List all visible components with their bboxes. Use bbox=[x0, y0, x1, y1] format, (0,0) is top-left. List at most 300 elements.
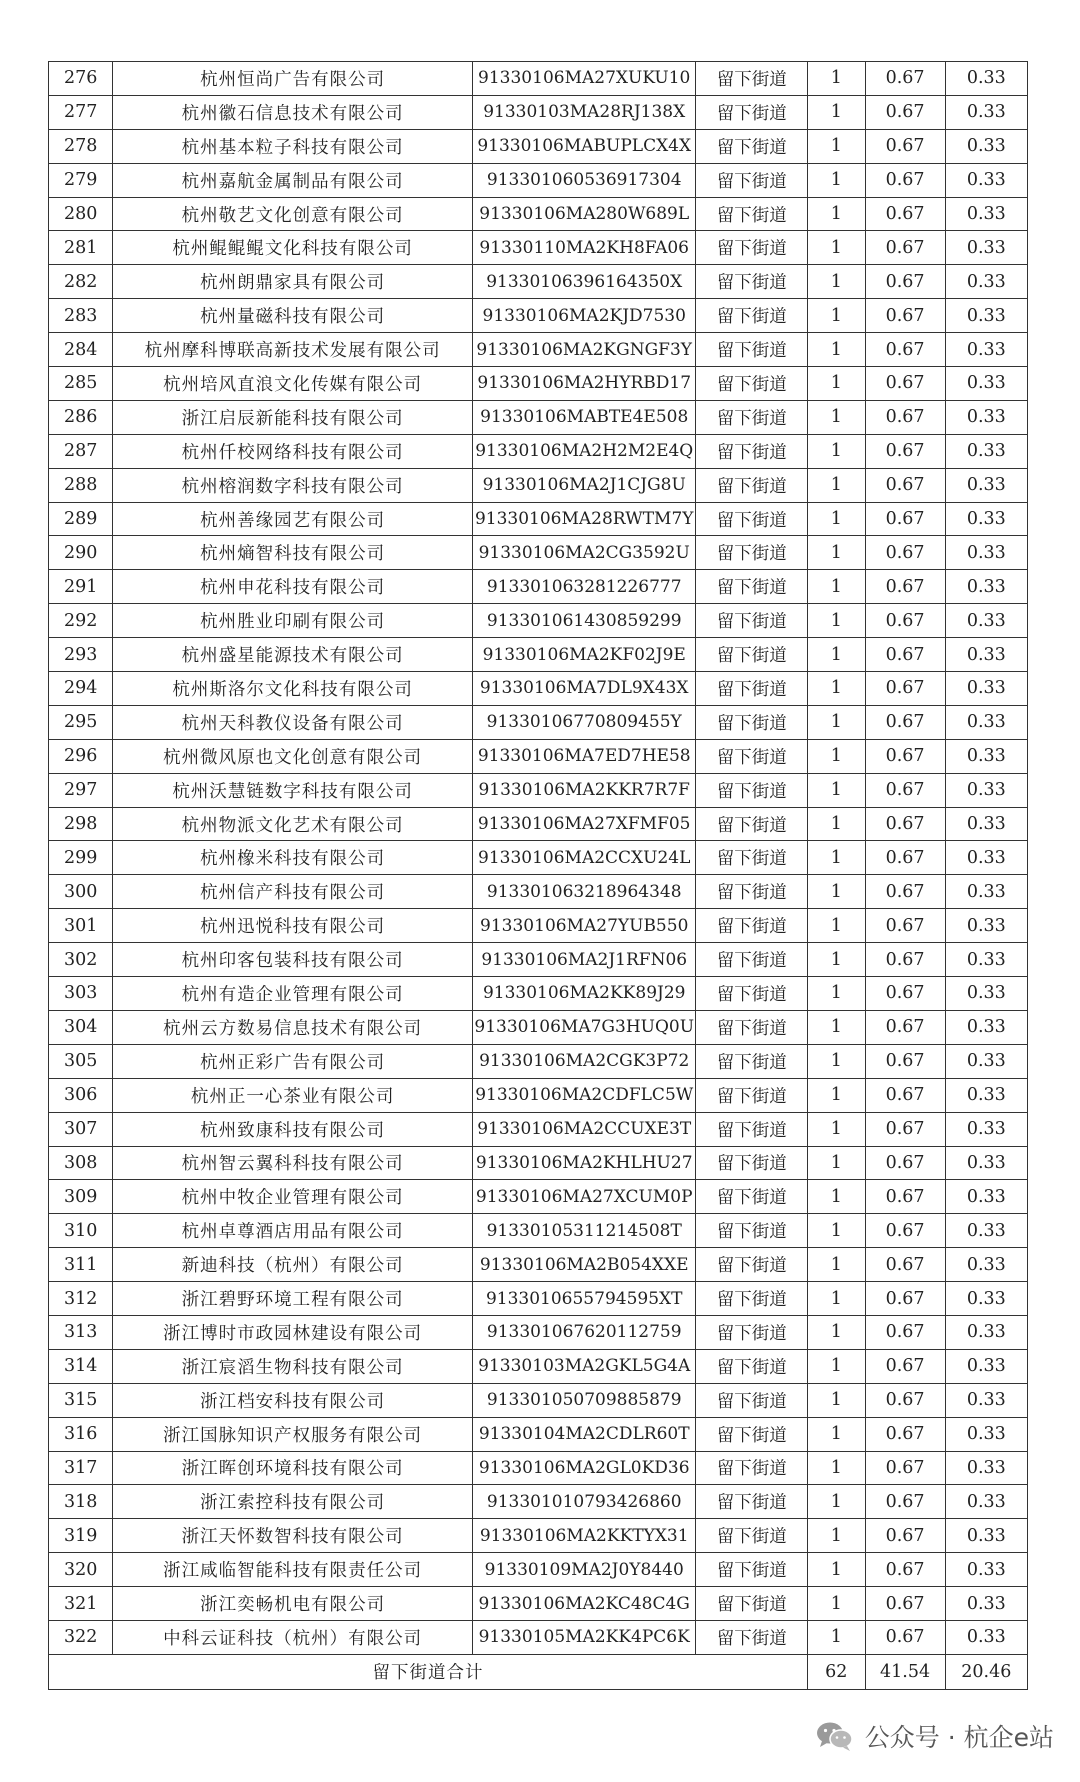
table-row bbox=[49, 231, 1028, 265]
row-index: 277 bbox=[49, 95, 113, 129]
row-index: 293 bbox=[49, 638, 113, 672]
value-a: 0.67 bbox=[865, 977, 945, 1011]
row-index: 292 bbox=[49, 604, 113, 638]
street: 留下街道 bbox=[696, 1214, 808, 1248]
street: 留下街道 bbox=[696, 1248, 808, 1282]
table-row bbox=[49, 1553, 1028, 1587]
credit-code: 91330103MA2GKL5G4A bbox=[473, 1349, 696, 1383]
street: 留下街道 bbox=[696, 62, 808, 96]
count: 1 bbox=[808, 739, 866, 773]
street: 留下街道 bbox=[696, 1044, 808, 1078]
table-row bbox=[49, 705, 1028, 739]
table-row bbox=[49, 367, 1028, 401]
count: 1 bbox=[808, 536, 866, 570]
company-name: 新迪科技（杭州）有限公司 bbox=[113, 1248, 473, 1282]
street: 留下街道 bbox=[696, 672, 808, 706]
count: 1 bbox=[808, 773, 866, 807]
value-a: 0.67 bbox=[865, 129, 945, 163]
row-index: 283 bbox=[49, 299, 113, 333]
row-index: 312 bbox=[49, 1282, 113, 1316]
value-b: 0.33 bbox=[945, 265, 1027, 299]
value-b: 0.33 bbox=[945, 739, 1027, 773]
value-b: 0.33 bbox=[945, 1078, 1027, 1112]
company-name: 杭州朗鼎家具有限公司 bbox=[113, 265, 473, 299]
count: 1 bbox=[808, 231, 866, 265]
company-name: 浙江宸滔生物科技有限公司 bbox=[113, 1349, 473, 1383]
count: 1 bbox=[808, 1112, 866, 1146]
row-index: 316 bbox=[49, 1417, 113, 1451]
credit-code: 913301061430859299 bbox=[473, 604, 696, 638]
value-b: 0.33 bbox=[945, 468, 1027, 502]
credit-code: 91330106MABUPLCX4X bbox=[473, 129, 696, 163]
street: 留下街道 bbox=[696, 1620, 808, 1654]
credit-code: 91330106MA2KHLHU27 bbox=[473, 1146, 696, 1180]
company-table bbox=[48, 61, 1028, 1690]
count: 1 bbox=[808, 909, 866, 943]
value-b: 0.33 bbox=[945, 1349, 1027, 1383]
total-label: 留下街道合计 bbox=[49, 1654, 808, 1689]
street: 留下街道 bbox=[696, 468, 808, 502]
count: 1 bbox=[808, 875, 866, 909]
company-name: 杭州卓尊酒店用品有限公司 bbox=[113, 1214, 473, 1248]
street: 留下街道 bbox=[696, 163, 808, 197]
row-index: 318 bbox=[49, 1485, 113, 1519]
row-index: 276 bbox=[49, 62, 113, 96]
company-name: 杭州中牧企业管理有限公司 bbox=[113, 1180, 473, 1214]
value-a: 0.67 bbox=[865, 333, 945, 367]
value-b: 0.33 bbox=[945, 841, 1027, 875]
credit-code: 91330106MA2CCXU24L bbox=[473, 841, 696, 875]
credit-code: 91330106MA2KKTYX31 bbox=[473, 1519, 696, 1553]
credit-code: 91330106MA2KGNGF3Y bbox=[473, 333, 696, 367]
row-index: 289 bbox=[49, 502, 113, 536]
value-a: 0.67 bbox=[865, 604, 945, 638]
credit-code: 91330106MA28RWTM7Y bbox=[473, 502, 696, 536]
street: 留下街道 bbox=[696, 841, 808, 875]
row-index: 281 bbox=[49, 231, 113, 265]
value-a: 0.67 bbox=[865, 1112, 945, 1146]
company-name: 杭州印客包装科技有限公司 bbox=[113, 943, 473, 977]
value-a: 0.67 bbox=[865, 95, 945, 129]
value-a: 0.67 bbox=[865, 841, 945, 875]
street: 留下街道 bbox=[696, 129, 808, 163]
table-row bbox=[49, 1248, 1028, 1282]
value-b: 0.33 bbox=[945, 1282, 1027, 1316]
company-name: 杭州申花科技有限公司 bbox=[113, 570, 473, 604]
credit-code: 91330106MA27XFMF05 bbox=[473, 807, 696, 841]
company-name: 浙江晖创环境科技有限公司 bbox=[113, 1451, 473, 1485]
value-a: 0.67 bbox=[865, 672, 945, 706]
table-row bbox=[49, 773, 1028, 807]
value-a: 0.67 bbox=[865, 1451, 945, 1485]
table-row bbox=[49, 536, 1028, 570]
table-row bbox=[49, 875, 1028, 909]
value-b: 0.33 bbox=[945, 1620, 1027, 1654]
row-index: 310 bbox=[49, 1214, 113, 1248]
value-b: 0.33 bbox=[945, 1519, 1027, 1553]
company-name: 杭州天科教仪设备有限公司 bbox=[113, 705, 473, 739]
credit-code: 91330106MA2KF02J9E bbox=[473, 638, 696, 672]
street: 留下街道 bbox=[696, 1485, 808, 1519]
count: 1 bbox=[808, 502, 866, 536]
value-b: 0.33 bbox=[945, 807, 1027, 841]
street: 留下街道 bbox=[696, 536, 808, 570]
street: 留下街道 bbox=[696, 231, 808, 265]
count: 1 bbox=[808, 1044, 866, 1078]
value-b: 0.33 bbox=[945, 875, 1027, 909]
company-name: 杭州榕润数字科技有限公司 bbox=[113, 468, 473, 502]
credit-code: 913301010793426860 bbox=[473, 1485, 696, 1519]
count: 1 bbox=[808, 265, 866, 299]
row-index: 307 bbox=[49, 1112, 113, 1146]
street: 留下街道 bbox=[696, 773, 808, 807]
company-name: 浙江索控科技有限公司 bbox=[113, 1485, 473, 1519]
company-name: 杭州智云翼科科技有限公司 bbox=[113, 1146, 473, 1180]
table-row bbox=[49, 1485, 1028, 1519]
credit-code: 91330106396164350X bbox=[473, 265, 696, 299]
value-b: 0.33 bbox=[945, 570, 1027, 604]
value-a: 0.67 bbox=[865, 536, 945, 570]
street: 留下街道 bbox=[696, 1315, 808, 1349]
street: 留下街道 bbox=[696, 1180, 808, 1214]
count: 1 bbox=[808, 1180, 866, 1214]
company-name: 杭州斯洛尔文化科技有限公司 bbox=[113, 672, 473, 706]
table-row bbox=[49, 1451, 1028, 1485]
table-row bbox=[49, 672, 1028, 706]
company-name: 杭州鲲鲲鲲文化科技有限公司 bbox=[113, 231, 473, 265]
value-b: 0.33 bbox=[945, 536, 1027, 570]
count: 1 bbox=[808, 1146, 866, 1180]
count: 1 bbox=[808, 943, 866, 977]
value-a: 0.67 bbox=[865, 1315, 945, 1349]
value-a: 0.67 bbox=[865, 502, 945, 536]
street: 留下街道 bbox=[696, 299, 808, 333]
count: 1 bbox=[808, 672, 866, 706]
street: 留下街道 bbox=[696, 570, 808, 604]
credit-code: 91330106MA2CGK3P72 bbox=[473, 1044, 696, 1078]
value-a: 0.67 bbox=[865, 197, 945, 231]
credit-code: 91330106MA2KKR7R7F bbox=[473, 773, 696, 807]
company-name: 杭州正彩广告有限公司 bbox=[113, 1044, 473, 1078]
table-row bbox=[49, 841, 1028, 875]
row-index: 320 bbox=[49, 1553, 113, 1587]
count: 1 bbox=[808, 468, 866, 502]
value-a: 0.67 bbox=[865, 1417, 945, 1451]
table-row bbox=[49, 943, 1028, 977]
value-a: 0.67 bbox=[865, 1214, 945, 1248]
credit-code: 91330106MA280W689L bbox=[473, 197, 696, 231]
value-a: 0.67 bbox=[865, 638, 945, 672]
table-row bbox=[49, 1315, 1028, 1349]
row-index: 309 bbox=[49, 1180, 113, 1214]
row-index: 317 bbox=[49, 1451, 113, 1485]
table-row bbox=[49, 909, 1028, 943]
street: 留下街道 bbox=[696, 1553, 808, 1587]
credit-code: 91330103MA28RJ138X bbox=[473, 95, 696, 129]
credit-code: 91330105311214508T bbox=[473, 1214, 696, 1248]
value-a: 0.67 bbox=[865, 231, 945, 265]
table-row bbox=[49, 434, 1028, 468]
value-a: 0.67 bbox=[865, 1282, 945, 1316]
value-a: 0.67 bbox=[865, 1620, 945, 1654]
credit-code: 913301063281226777 bbox=[473, 570, 696, 604]
value-b: 0.33 bbox=[945, 367, 1027, 401]
table-row bbox=[49, 977, 1028, 1011]
row-index: 279 bbox=[49, 163, 113, 197]
table-row bbox=[49, 604, 1028, 638]
row-index: 287 bbox=[49, 434, 113, 468]
count: 1 bbox=[808, 1349, 866, 1383]
street: 留下街道 bbox=[696, 875, 808, 909]
table-row bbox=[49, 739, 1028, 773]
row-index: 304 bbox=[49, 1010, 113, 1044]
watermark bbox=[815, 1718, 1054, 1754]
value-b: 0.33 bbox=[945, 1553, 1027, 1587]
count: 1 bbox=[808, 1282, 866, 1316]
value-b: 0.33 bbox=[945, 62, 1027, 96]
value-a: 0.67 bbox=[865, 1485, 945, 1519]
row-index: 300 bbox=[49, 875, 113, 909]
credit-code: 91330106MA7DL9X43X bbox=[473, 672, 696, 706]
credit-code: 91330106MA27XUKU10 bbox=[473, 62, 696, 96]
table-row bbox=[49, 129, 1028, 163]
table-row bbox=[49, 1349, 1028, 1383]
total-row bbox=[49, 1654, 1028, 1689]
value-b: 0.33 bbox=[945, 333, 1027, 367]
credit-code: 91330106MA2CCUXE3T bbox=[473, 1112, 696, 1146]
value-a: 0.67 bbox=[865, 1349, 945, 1383]
value-b: 0.33 bbox=[945, 672, 1027, 706]
table-row bbox=[49, 1214, 1028, 1248]
street: 留下街道 bbox=[696, 333, 808, 367]
company-name: 浙江博时市政园林建设有限公司 bbox=[113, 1315, 473, 1349]
company-name: 杭州致康科技有限公司 bbox=[113, 1112, 473, 1146]
credit-code: 91330110MA2KH8FA06 bbox=[473, 231, 696, 265]
row-index: 319 bbox=[49, 1519, 113, 1553]
row-index: 305 bbox=[49, 1044, 113, 1078]
table-row bbox=[49, 1587, 1028, 1621]
street: 留下街道 bbox=[696, 1146, 808, 1180]
street: 留下街道 bbox=[696, 943, 808, 977]
value-b: 0.33 bbox=[945, 1315, 1027, 1349]
credit-code: 91330106MA2J1RFN06 bbox=[473, 943, 696, 977]
company-name: 杭州徽石信息技术有限公司 bbox=[113, 95, 473, 129]
company-name: 杭州恒尚广告有限公司 bbox=[113, 62, 473, 96]
street: 留下街道 bbox=[696, 1383, 808, 1417]
value-b: 0.33 bbox=[945, 299, 1027, 333]
value-a: 0.67 bbox=[865, 1180, 945, 1214]
value-b: 0.33 bbox=[945, 1383, 1027, 1417]
row-index: 321 bbox=[49, 1587, 113, 1621]
row-index: 298 bbox=[49, 807, 113, 841]
street: 留下街道 bbox=[696, 95, 808, 129]
company-name: 杭州嘉航金属制品有限公司 bbox=[113, 163, 473, 197]
table-row bbox=[49, 1112, 1028, 1146]
row-index: 302 bbox=[49, 943, 113, 977]
street: 留下街道 bbox=[696, 1349, 808, 1383]
company-name: 杭州有造企业管理有限公司 bbox=[113, 977, 473, 1011]
value-b: 0.33 bbox=[945, 231, 1027, 265]
row-index: 296 bbox=[49, 739, 113, 773]
row-index: 291 bbox=[49, 570, 113, 604]
credit-code: 91330106MA27YUB550 bbox=[473, 909, 696, 943]
row-index: 286 bbox=[49, 400, 113, 434]
company-name: 杭州仟校网络科技有限公司 bbox=[113, 434, 473, 468]
company-name: 浙江档安科技有限公司 bbox=[113, 1383, 473, 1417]
row-index: 294 bbox=[49, 672, 113, 706]
row-index: 299 bbox=[49, 841, 113, 875]
table-row bbox=[49, 400, 1028, 434]
value-a: 0.67 bbox=[865, 943, 945, 977]
count: 1 bbox=[808, 95, 866, 129]
credit-code: 91330105MA2KK4PC6K bbox=[473, 1620, 696, 1654]
company-name: 杭州信产科技有限公司 bbox=[113, 875, 473, 909]
credit-code: 91330106MA2CDFLC5W bbox=[473, 1078, 696, 1112]
count: 1 bbox=[808, 841, 866, 875]
value-a: 0.67 bbox=[865, 1383, 945, 1417]
row-index: 280 bbox=[49, 197, 113, 231]
street: 留下街道 bbox=[696, 400, 808, 434]
street: 留下街道 bbox=[696, 197, 808, 231]
row-index: 322 bbox=[49, 1620, 113, 1654]
value-a: 0.67 bbox=[865, 1553, 945, 1587]
count: 1 bbox=[808, 1417, 866, 1451]
company-name: 浙江天怀数智科技有限公司 bbox=[113, 1519, 473, 1553]
table-row bbox=[49, 1180, 1028, 1214]
credit-code: 913301060536917304 bbox=[473, 163, 696, 197]
value-b: 0.33 bbox=[945, 400, 1027, 434]
table-row bbox=[49, 1620, 1028, 1654]
table-row bbox=[49, 95, 1028, 129]
row-index: 297 bbox=[49, 773, 113, 807]
value-a: 0.67 bbox=[865, 367, 945, 401]
street: 留下街道 bbox=[696, 1587, 808, 1621]
company-name: 浙江国脉知识产权服务有限公司 bbox=[113, 1417, 473, 1451]
count: 1 bbox=[808, 1451, 866, 1485]
street: 留下街道 bbox=[696, 265, 808, 299]
value-b: 0.33 bbox=[945, 1214, 1027, 1248]
table-row bbox=[49, 638, 1028, 672]
value-a: 0.67 bbox=[865, 400, 945, 434]
count: 1 bbox=[808, 400, 866, 434]
street: 留下街道 bbox=[696, 367, 808, 401]
row-index: 308 bbox=[49, 1146, 113, 1180]
street: 留下街道 bbox=[696, 1519, 808, 1553]
credit-code: 91330106MABTE4E508 bbox=[473, 400, 696, 434]
credit-code: 913301063218964348 bbox=[473, 875, 696, 909]
count: 1 bbox=[808, 1078, 866, 1112]
company-name: 杭州沃慧链数字科技有限公司 bbox=[113, 773, 473, 807]
table-row bbox=[49, 1010, 1028, 1044]
credit-code: 91330106MA2GL0KD36 bbox=[473, 1451, 696, 1485]
value-b: 0.33 bbox=[945, 434, 1027, 468]
wechat-icon bbox=[815, 1720, 855, 1752]
count: 1 bbox=[808, 1383, 866, 1417]
credit-code: 91330106MA27XCUM0P bbox=[473, 1180, 696, 1214]
count: 1 bbox=[808, 1620, 866, 1654]
company-name: 杭州迅悦科技有限公司 bbox=[113, 909, 473, 943]
count: 1 bbox=[808, 1553, 866, 1587]
value-b: 0.33 bbox=[945, 1451, 1027, 1485]
street: 留下街道 bbox=[696, 604, 808, 638]
value-a: 0.67 bbox=[865, 570, 945, 604]
company-name: 浙江碧野环境工程有限公司 bbox=[113, 1282, 473, 1316]
count: 1 bbox=[808, 1485, 866, 1519]
count: 1 bbox=[808, 333, 866, 367]
count: 1 bbox=[808, 977, 866, 1011]
row-index: 295 bbox=[49, 705, 113, 739]
count: 1 bbox=[808, 1587, 866, 1621]
value-a: 0.67 bbox=[865, 773, 945, 807]
value-b: 0.33 bbox=[945, 943, 1027, 977]
row-index: 285 bbox=[49, 367, 113, 401]
company-name: 杭州基本粒子科技有限公司 bbox=[113, 129, 473, 163]
street: 留下街道 bbox=[696, 739, 808, 773]
company-name: 杭州正一心茶业有限公司 bbox=[113, 1078, 473, 1112]
count: 1 bbox=[808, 197, 866, 231]
street: 留下街道 bbox=[696, 502, 808, 536]
value-b: 0.33 bbox=[945, 129, 1027, 163]
credit-code: 91330106MA2KC48C4G bbox=[473, 1587, 696, 1621]
row-index: 288 bbox=[49, 468, 113, 502]
value-b: 0.33 bbox=[945, 1010, 1027, 1044]
row-index: 306 bbox=[49, 1078, 113, 1112]
street: 留下街道 bbox=[696, 977, 808, 1011]
count: 1 bbox=[808, 1214, 866, 1248]
street: 留下街道 bbox=[696, 909, 808, 943]
table-row bbox=[49, 265, 1028, 299]
value-b: 0.33 bbox=[945, 95, 1027, 129]
value-a: 0.67 bbox=[865, 265, 945, 299]
total-sum-b: 20.46 bbox=[945, 1654, 1027, 1689]
table-row bbox=[49, 1146, 1028, 1180]
table-row bbox=[49, 163, 1028, 197]
value-a: 0.67 bbox=[865, 1078, 945, 1112]
value-a: 0.67 bbox=[865, 807, 945, 841]
table-row bbox=[49, 502, 1028, 536]
credit-code: 91330106MA2KK89J29 bbox=[473, 977, 696, 1011]
value-b: 0.33 bbox=[945, 197, 1027, 231]
table-row bbox=[49, 807, 1028, 841]
credit-code: 91330106MA2J1CJG8U bbox=[473, 468, 696, 502]
street: 留下街道 bbox=[696, 1417, 808, 1451]
value-a: 0.67 bbox=[865, 62, 945, 96]
credit-code: 913301067620112759 bbox=[473, 1315, 696, 1349]
company-name: 杭州量磁科技有限公司 bbox=[113, 299, 473, 333]
value-a: 0.67 bbox=[865, 705, 945, 739]
credit-code: 91330106770809455Y bbox=[473, 705, 696, 739]
company-name: 杭州云方数易信息技术有限公司 bbox=[113, 1010, 473, 1044]
count: 1 bbox=[808, 604, 866, 638]
value-b: 0.33 bbox=[945, 502, 1027, 536]
count: 1 bbox=[808, 299, 866, 333]
count: 1 bbox=[808, 1248, 866, 1282]
credit-code: 91330106MA7ED7HE58 bbox=[473, 739, 696, 773]
company-name: 杭州熵智科技有限公司 bbox=[113, 536, 473, 570]
street: 留下街道 bbox=[696, 1112, 808, 1146]
credit-code: 91330106MA2KJD7530 bbox=[473, 299, 696, 333]
value-a: 0.67 bbox=[865, 739, 945, 773]
value-b: 0.33 bbox=[945, 1146, 1027, 1180]
row-index: 313 bbox=[49, 1315, 113, 1349]
count: 1 bbox=[808, 434, 866, 468]
table-row bbox=[49, 333, 1028, 367]
value-b: 0.33 bbox=[945, 705, 1027, 739]
value-b: 0.33 bbox=[945, 1180, 1027, 1214]
company-name: 杭州胜业印刷有限公司 bbox=[113, 604, 473, 638]
row-index: 290 bbox=[49, 536, 113, 570]
value-a: 0.67 bbox=[865, 1044, 945, 1078]
